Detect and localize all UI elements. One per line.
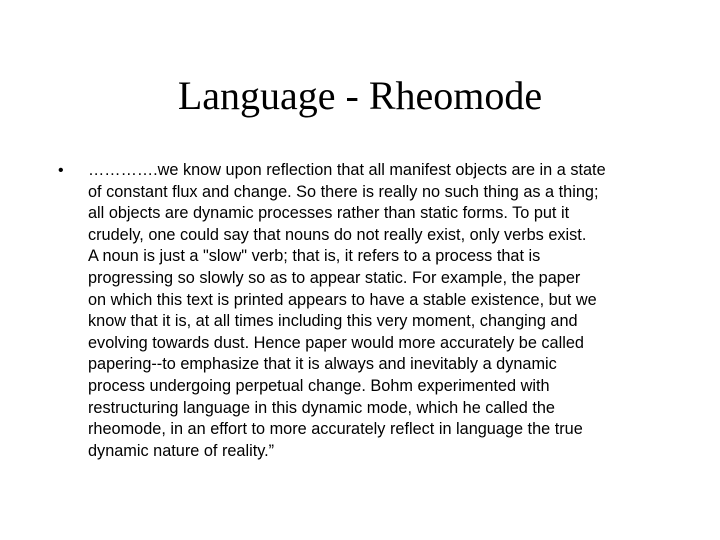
paragraph-line: dynamic nature of reality.” (88, 441, 275, 460)
bullet-marker: • (58, 162, 64, 179)
paragraph-line: know that it is, at all times including this very moment, changing and (88, 312, 578, 331)
bullet-paragraph (88, 160, 673, 462)
paragraph-line: papering--to emphasize that it is always and inevitably a dynamic (88, 355, 557, 374)
paragraph-line: ………….we know upon reflection that all manifest objects are in a state (88, 161, 606, 179)
paragraph-line: evolving towards dust. Hence paper would more accurately be called (88, 333, 584, 352)
paragraph-line: on which this text is printed appears to have a stable existence, but we (88, 290, 597, 309)
paragraph-line: A noun is just a "slow" verb; that is, it refers to a process that is (88, 247, 541, 266)
paragraph-line: crudely, one could say that nouns do not really exist, only verbs exist. (88, 225, 587, 244)
paragraph-line: process undergoing perpetual change. Bohm experimented with (88, 376, 550, 395)
paragraph-line: progressing so slowly so as to appear static. For example, the paper (88, 268, 581, 287)
paragraph-line: all objects are dynamic processes rather than static forms. To put it (88, 204, 570, 223)
paragraph-line: of constant flux and change. So there is really no such thing as a thing; (88, 182, 599, 201)
paragraph-line: restructuring language in this dynamic mode, which he called the (88, 398, 555, 417)
paragraph-line: rheomode, in an effort to more accurately reflect in language the true (88, 420, 583, 439)
slide-title: Language - Rheomode (177, 73, 543, 118)
